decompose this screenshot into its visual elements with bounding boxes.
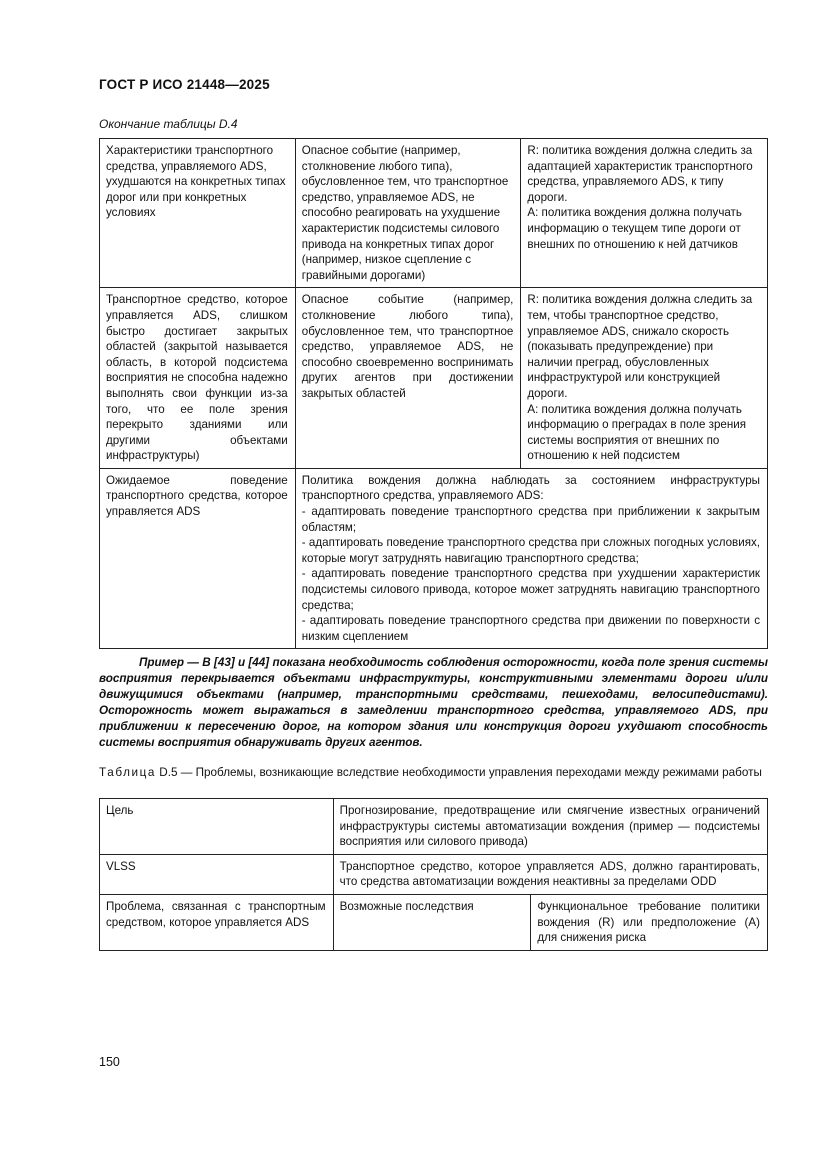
page-number: 150 bbox=[99, 1055, 120, 1069]
table-d4 bbox=[99, 138, 768, 649]
caption-prefix: Таблица bbox=[99, 766, 157, 779]
table-cell: Цель bbox=[100, 799, 334, 855]
assumption-text: A: политика вождения должна получать информацию о текущем типе дороги от внешних по отношению к ней датчиков bbox=[527, 206, 742, 251]
table-row bbox=[100, 799, 768, 855]
requirement-text: R: политика вождения должна следить за тем, чтобы транспортное средство, управляемое ADS, снижало скорость (показывать предупреждение) при наличии преград, обусловленных инфраструктурой или конструкцией дороги. bbox=[527, 293, 753, 400]
table-cell: Опасное событие (например, столкновение любого типа), обусловленное тем, что транспортное средство, управляемое ADS, не способно реагировать на ухудшение характеристик подсистемы силового привода на конкретных типах дорог (например, низкое сцепление с гравийными дорогами) bbox=[295, 139, 521, 288]
column-header: Возможные последствия bbox=[333, 894, 531, 950]
column-header: Проблема, связанная с транспортным средством, которое управляется ADS bbox=[100, 894, 334, 950]
column-header: Функциональное требование политики вождения (R) или предположение (A) для снижения риска bbox=[531, 894, 768, 950]
table-cell: VLSS bbox=[100, 854, 334, 894]
table-cell-merged: Транспортное средство, которое управляется ADS, должно гарантировать, что средства автоматизации вождения неактивны за пределами ODD bbox=[333, 854, 767, 894]
example-paragraph bbox=[99, 655, 768, 752]
policy-item: - адаптировать поведение транспортного средства при движении по поверхности с низким сцеплением bbox=[301, 614, 760, 643]
table-cell bbox=[521, 288, 768, 469]
table-header-row bbox=[100, 894, 768, 950]
table-cell: Транспортное средство, которое управляется ADS, слишком быстро достигает закрытых областей (закрытой называется область, в которой подсистема восприятия не способна надежно выполнять свои функции из-за того, что ее поле зрения перекрыто зданиями или другими объектами инфраструктуры) bbox=[100, 288, 296, 469]
table-cell bbox=[521, 139, 768, 288]
caption-text: D.5 — Проблемы, возникающие вследствие необходимости управления переходами между режимами работы bbox=[156, 766, 762, 779]
table-row bbox=[100, 854, 768, 894]
table-cell: Опасное событие (например, столкновение любого типа), обусловленное тем, что транспортное средство, управляемое ADS, не способно своевременно воспринимать других агентов при достижении закрытых областей bbox=[295, 288, 521, 469]
table-d5 bbox=[99, 798, 768, 951]
table-d4-caption: Окончание таблицы D.4 bbox=[99, 117, 238, 131]
assumption-text: A: политика вождения должна получать информацию о преградах в поле зрения системы восприятия от внешних по отношению к ней подсистем bbox=[527, 402, 746, 463]
table-cell-merged bbox=[295, 468, 767, 649]
policy-intro: Политика вождения должна наблюдать за состоянием инфраструктуры транспортного средства, управляемого ADS: bbox=[301, 473, 760, 503]
table-cell: Характеристики транспортного средства, управляемого ADS, ухудшаются на конкретных типах дорог или при конкретных условиях bbox=[100, 139, 296, 288]
policy-item: - адаптировать поведение транспортного средства при приближении к закрытым областям; bbox=[301, 505, 760, 534]
policy-item: - адаптировать поведение транспортного средства при ухудшении характеристик подсистемы силового привода, которое может затруднять навигацию транспортного средства; bbox=[301, 567, 760, 612]
table-row bbox=[100, 139, 768, 288]
example-text: Пример — В [43] и [44] показана необходимость соблюдения осторожности, когда поле зрения системы восприятия перекрывается объектами инфраструктуры, конструктивными элементами дороги и/или движущимися объектами (например, транспортными средствами, пешеходами, велосипедистами). Осторожность может выражаться в замедлении транспортного средства, управляемого ADS, при приближении к пересечению дорог, на котором здания или конструкция дороги ухудшают способность системы восприятия обнаруживать других агентов. bbox=[99, 656, 768, 750]
table-d5-caption bbox=[99, 765, 768, 780]
table-row bbox=[100, 288, 768, 469]
table-row bbox=[100, 468, 768, 649]
table-cell: Ожидаемое поведение транспортного средства, которое управляется ADS bbox=[100, 468, 296, 649]
policy-item: - адаптировать поведение транспортного средства при сложных погодных условиях, которые могут затруднять навигацию транспортного средства; bbox=[301, 536, 760, 565]
requirement-text: R: политика вождения должна следить за адаптацией характеристик транспортного средства, управляемого ADS, к типу дороги. bbox=[527, 144, 753, 204]
document-title: ГОСТ Р ИСО 21448—2025 bbox=[99, 77, 270, 92]
table-cell-merged: Прогнозирование, предотвращение или смягчение известных ограничений инфраструктуры системы автоматизации вождения (пример — подсистемы восприятия или силового привода) bbox=[333, 799, 767, 855]
